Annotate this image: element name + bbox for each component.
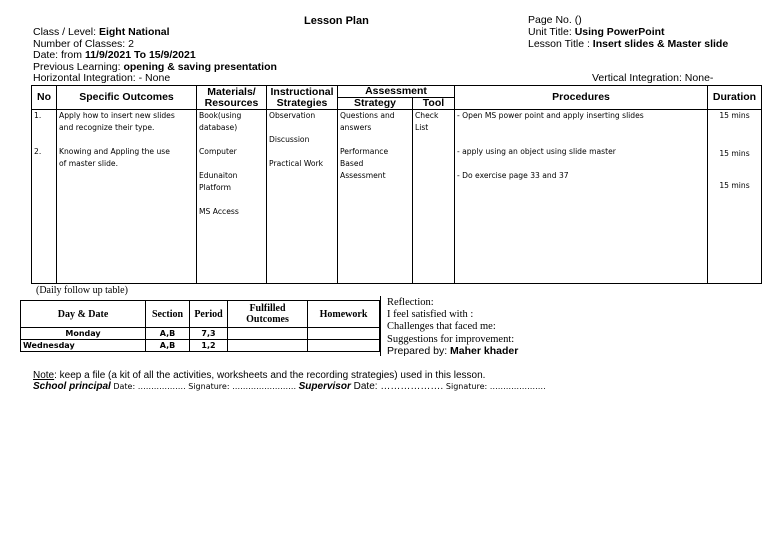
outcome-text: Apply how to insert new slides: [59, 111, 175, 120]
followup-caption: (Daily follow up table): [36, 285, 128, 296]
prepared-by-label: Prepared by:: [387, 345, 451, 357]
outcome-text: of master slide.: [59, 159, 119, 168]
material-text: database): [199, 123, 238, 132]
header-procedures: Procedures: [455, 86, 708, 110]
school-principal-label: School principal: [33, 381, 111, 392]
challenges-label: Challenges that faced me:: [387, 321, 496, 332]
followup-fulfilled: [228, 328, 308, 340]
header-strategy: Strategy: [338, 98, 413, 110]
followup-section: A,B: [146, 328, 190, 340]
material-text: Platform: [199, 183, 232, 192]
followup-period: 1,2: [190, 340, 228, 352]
procedure-text: - apply using an object using slide master: [457, 147, 616, 156]
instructional-text: Observation: [269, 111, 316, 120]
followup-period: 7,3: [190, 328, 228, 340]
followup-header-day: Day & Date: [21, 301, 146, 328]
lesson-title: [528, 39, 728, 51]
class-level-label: Class / Level:: [33, 26, 99, 38]
strategy-text: Assessment: [340, 171, 386, 180]
header-tool: Tool: [413, 98, 455, 110]
date-value: 11/9/2021 To 15/9/2021: [84, 49, 196, 61]
followup-fulfilled: [228, 340, 308, 352]
material-text: MS Access: [199, 207, 239, 216]
duration-text: 15 mins: [719, 149, 750, 158]
unit-title-value: Using PowerPoint: [574, 26, 665, 38]
lesson-title-label: Lesson Title :: [528, 38, 593, 50]
lesson-date: [33, 50, 196, 62]
tool-text: List: [415, 123, 429, 132]
outcome-text: and recognize their type.: [59, 123, 155, 132]
followup-section: A,B: [146, 340, 190, 352]
supervisor-label: Supervisor: [298, 381, 351, 392]
satisfied-label: I feel satisfied with :: [387, 309, 474, 320]
previous-learning-value: opening & saving presentation: [123, 61, 277, 73]
header-assessment: Assessment: [338, 86, 455, 98]
outcome-text: Knowing and Appling the use: [59, 147, 170, 156]
strategy-cell: [338, 110, 413, 284]
tool-text: Check: [415, 111, 439, 120]
supervisor-signature: Signature: …………………: [445, 382, 546, 391]
row-number: 1.: [34, 111, 42, 120]
table-row: [21, 328, 380, 340]
duration-cell: [708, 110, 762, 284]
instructional-text: Discussion: [269, 135, 310, 144]
vertical-integration: Vertical Integration: None-: [592, 72, 714, 84]
followup-table: [20, 300, 380, 352]
procedure-text: - Open MS power point and apply inserting slides: [457, 111, 644, 120]
procedure-text: - Do exercise page 33 and 37: [457, 171, 569, 180]
header-materials: Materials/ Resources: [197, 86, 267, 110]
instructional-text: Practical Work: [269, 159, 324, 168]
lesson-title-value: Insert slides & Master slide: [592, 38, 729, 50]
header-duration: Duration: [708, 86, 762, 110]
header-no: No: [32, 86, 57, 110]
procedures-cell: [455, 110, 708, 284]
prepared-by: [387, 346, 518, 358]
table-row: [21, 340, 380, 352]
materials-cell: [197, 110, 267, 284]
class-level-value: Eight National: [98, 26, 170, 38]
page-number: Page No. (): [528, 14, 582, 26]
date-label: Date: from: [33, 49, 85, 61]
note-label: Note: [33, 370, 55, 381]
note: [33, 370, 485, 381]
no-cell: [32, 110, 57, 284]
header-instructional: Instructional Strategies: [267, 86, 338, 110]
class-level: [33, 27, 170, 39]
prepared-by-value: Maher khader: [450, 345, 519, 357]
followup-header-period: Period: [190, 301, 228, 328]
followup-header-fulfilled: Fulfilled Outcomes: [228, 301, 308, 328]
unit-title-label: Unit Title:: [528, 26, 575, 38]
followup-day: Wednesday: [21, 340, 146, 352]
strategy-text: Based: [340, 159, 364, 168]
tool-cell: [413, 110, 455, 284]
note-text: : keep a file (a kit of all the activities, worksheets and the recording strategies) used in this lesson.: [54, 370, 486, 381]
reflection-divider: [380, 296, 381, 356]
followup-header-section: Section: [146, 301, 190, 328]
material-text: Computer: [199, 147, 237, 156]
material-text: Book(using: [199, 111, 242, 120]
strategy-text: Performance: [340, 147, 389, 156]
previous-learning-label: Previous Learning:: [33, 61, 124, 73]
header-specific-outcomes: Specific Outcomes: [57, 86, 197, 110]
reflection-label: Reflection:: [387, 297, 434, 308]
horizontal-integration: Horizontal Integration: - None: [33, 72, 171, 84]
duration-text: 15 mins: [719, 111, 750, 120]
duration-text: 15 mins: [719, 181, 750, 190]
strategy-text: answers: [340, 123, 372, 132]
material-text: Edunaiton: [199, 171, 238, 180]
outcomes-cell: [57, 110, 197, 284]
followup-homework: [308, 328, 380, 340]
instructional-cell: [267, 110, 338, 284]
signature-line: [33, 381, 546, 392]
number-of-classes: Number of Classes: 2: [33, 38, 134, 50]
principal-date-signature: Date: ……………… Signature: ……………………: [110, 382, 299, 391]
followup-header-homework: Homework: [308, 301, 380, 328]
unit-title: [528, 27, 665, 39]
lesson-plan-table: [31, 85, 762, 284]
suggestions-label: Suggestions for improvement:: [387, 334, 515, 345]
supervisor-date: Date: ……………….: [350, 381, 446, 392]
followup-homework: [308, 340, 380, 352]
page-title: Lesson Plan: [304, 15, 369, 27]
row-number: 2.: [34, 147, 42, 156]
followup-day: Monday: [21, 328, 146, 340]
strategy-text: Questions and: [340, 111, 395, 120]
